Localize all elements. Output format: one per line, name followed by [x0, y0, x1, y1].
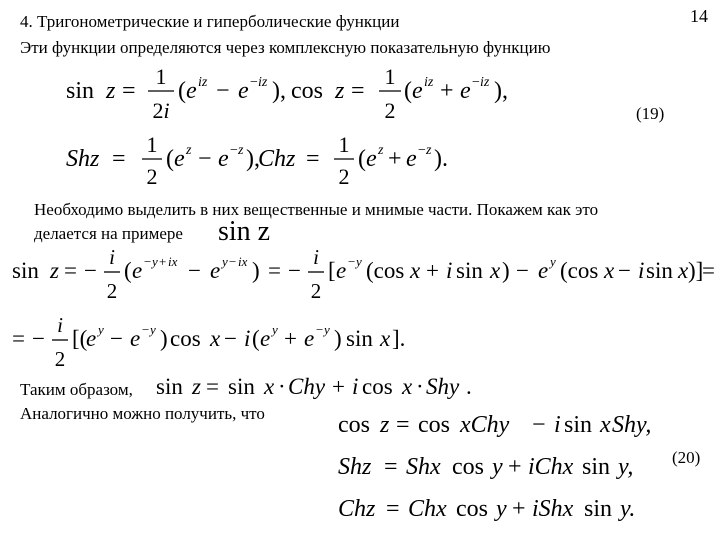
svg-text:( e z −: ( e z − e − z ), Chz =: [166, 143, 320, 172]
svg-text:i: i: [313, 245, 319, 269]
svg-text:2: 2: [54, 347, 66, 371]
svg-text:2i: 2i: [152, 98, 170, 123]
svg-text:1: 1: [155, 64, 167, 89]
analog-label: Аналогично можно получить, что: [20, 404, 265, 423]
svg-text:2: 2: [146, 164, 158, 189]
svg-text:1: 1: [146, 132, 158, 157]
svg-text:Shz =: Shz =: [66, 146, 126, 172]
svg-text:= −: = −: [12, 326, 45, 351]
svg-text:2: 2: [384, 98, 396, 123]
svg-text:Chz = Chx co: Chz = Chx cos y + iShx sin y.: [338, 496, 636, 522]
svg-text:1: 1: [338, 132, 350, 157]
svg-text:sin z = sin: sin z = sin x · Chy + i cos x · Shy .: [156, 374, 472, 399]
svg-text:( e iz −: ( e iz − e − iz ), cos z =: [178, 75, 365, 104]
result-formula: [156, 370, 486, 404]
svg-text:1: 1: [384, 64, 396, 89]
svg-text:Shz = Shx co: Shz = Shx cos y + iChx sin y,: [338, 454, 634, 480]
formula-19-hyp: [66, 132, 446, 192]
svg-text:[( e y −: [( e y − e − y ) cos x − i ( e y + e − y ) sin x ].: [72, 322, 406, 351]
equation-label-19: (19): [636, 104, 665, 123]
svg-text:( e z +: ( e z + e − z ).: [358, 143, 448, 172]
formula-19-trig: [66, 62, 508, 128]
result-label: Таким образом,: [20, 380, 133, 399]
svg-text:i: i: [109, 245, 115, 269]
svg-text:2: 2: [106, 279, 118, 303]
paragraph-line-2: делается на примере: [34, 224, 183, 243]
svg-text:cos z = cos: cos z = cos xChy − i sin x Shy,: [338, 412, 652, 438]
svg-text:( e iz +: ( e iz + e − iz ),: [404, 75, 508, 104]
svg-text:i: i: [57, 313, 63, 337]
svg-text:[ e − y: [ e − y (cos x + i sin x ) − e y (cos x − i sin x )] =: [328, 254, 715, 283]
example-function: sin z: [218, 216, 271, 247]
svg-text:2: 2: [338, 164, 350, 189]
section-heading: 4. Тригонометрические и гиперболические функции: [20, 12, 400, 31]
svg-text:( e − y: ( e − y + ix − e y − ix ) = −: [124, 254, 301, 283]
formula-20: [338, 404, 668, 528]
expansion-line-1: [12, 244, 720, 308]
section-subheading: Эти функции определяются через комплексную показательную функцию: [20, 38, 551, 57]
paragraph-line-1: Необходимо выделить в них вещественные и мнимые части. Покажем как это: [34, 200, 599, 219]
svg-text:2: 2: [310, 279, 322, 303]
expansion-line-2: [12, 312, 432, 374]
svg-text:sin z = −: sin z = −: [12, 258, 97, 283]
page-number: 14: [690, 6, 708, 26]
equation-label-20: (20): [672, 448, 701, 467]
svg-text:sin z =: sin z =: [66, 78, 136, 104]
